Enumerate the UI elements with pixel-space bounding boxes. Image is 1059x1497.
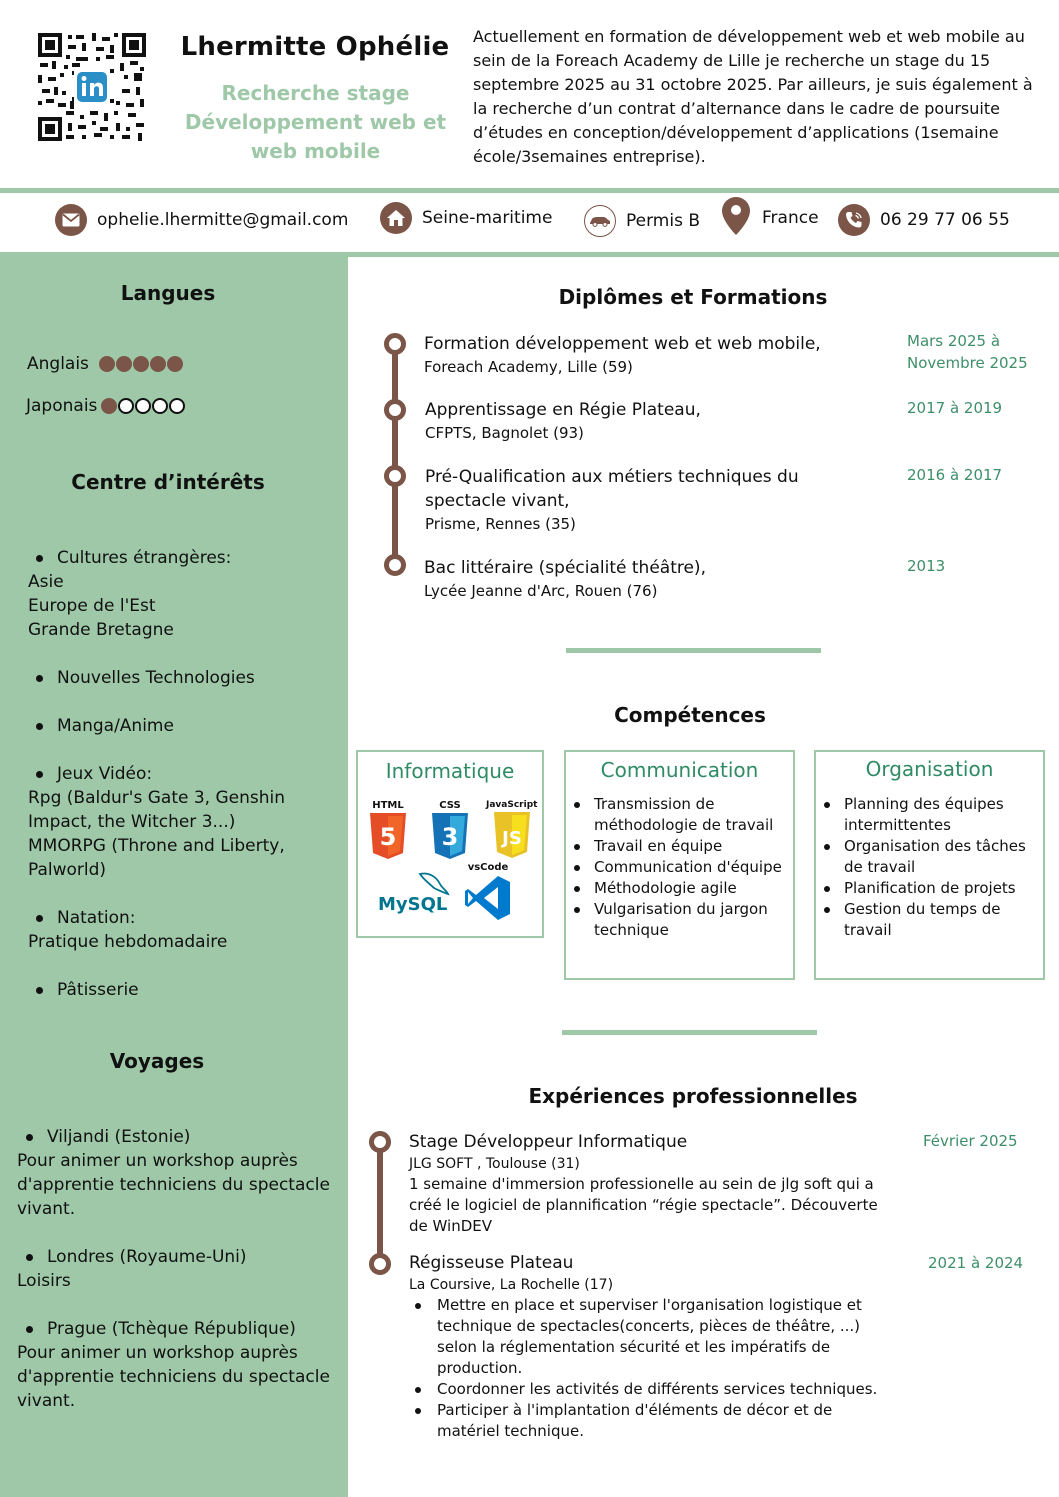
list-item: Gestion du temps de travail — [816, 899, 1043, 941]
list-item: Participer à l'implantation d'éléments de décor et de matériel technique. — [409, 1400, 899, 1442]
list-item: Organisation des tâches de travail — [816, 836, 1043, 878]
language-row — [27, 354, 184, 374]
javascript-icon: JavaScript JS — [486, 800, 537, 858]
card-title: Communication — [600, 758, 759, 782]
page-title: Lhermitte Ophélie — [180, 32, 450, 62]
list-item: Mettre en place et superviser l'organisation logistique et technique de spectacles(concerts, pièces de théâtre, ...) selon la réglementation sécurité et les impératifs de production. — [409, 1295, 899, 1379]
country-text: France — [762, 208, 819, 228]
language-row — [26, 396, 186, 416]
mail-icon — [55, 204, 87, 236]
list-item: Communication d'équipe — [566, 857, 793, 878]
level-dot — [99, 356, 115, 372]
level-dot — [101, 398, 117, 414]
timeline-line — [377, 1142, 383, 1264]
education-date: 2016 à 2017 — [907, 466, 1003, 484]
list-item: Méthodologie agile — [566, 878, 793, 899]
list-item: Travail en équipe — [566, 836, 793, 857]
experience-item: Stage Développeur Informatique JLG SOFT , Toulouse (31) 1 semaine d'immersion professionelle au sein de jlg soft qui a créé le logiciel de plannification “régie spectacle”. Découverte de WinDEV — [409, 1132, 878, 1235]
timeline-node — [369, 1253, 391, 1275]
languages-heading: Langues — [120, 281, 216, 305]
experience-item: Régisseuse Plateau La Coursive, La Rochelle (17) Mettre en place et superviser l'organisation logistique et technique de spectacles(concerts, pièces de théâtre, ...) selon la réglementation sécurité et les impératifs de production. Coordonner les activités de différents services techniques. Participer à l'implantation d'éléments de décor et de matériel technique. — [409, 1251, 899, 1442]
level-dot — [133, 356, 149, 372]
region-text: Seine-maritime — [422, 208, 553, 228]
interests-list: Cultures étrangères: Asie Europe de l'Est Grande Bretagne Nouvelles Technologies Manga/Anime Jeux Vidéo: Rpg (Baldur's Gate 3, Genshin Impact, the Witcher 3...) MMORPG (Throne and Liberty, Palworld) Natation: Pratique hebdomadaire Pâtisserie — [28, 546, 338, 1002]
level-dot — [167, 356, 183, 372]
list-item: Londres (Royaume-Uni) — [26, 1245, 342, 1269]
level-dot — [152, 398, 168, 414]
skills-card-informatique — [356, 750, 544, 938]
level-dot — [118, 398, 134, 414]
language-level — [99, 356, 184, 372]
home-icon — [380, 202, 412, 234]
intro-paragraph: Actuellement en formation de développement web et web mobile au sein de la Foreach Academy de Lille je recherche un stage du 15 septembre 2025 au 31 octobre 2025. Par ailleurs, je suis également à la recherche d’un contrat d’alternance dans le cadre de poursuite d’études en conception/développement d’applications (1semaine école/3semaines entreprise). — [473, 27, 1033, 166]
email-text[interactable]: ophelie.lhermitte@gmail.com — [97, 210, 349, 230]
phone-icon — [838, 204, 870, 236]
qr-code[interactable] — [36, 31, 148, 143]
list-item: Vulgarisation du jargon technique — [566, 899, 793, 941]
phone-text[interactable]: 06 29 77 06 55 — [880, 210, 1010, 230]
divider — [562, 1030, 817, 1035]
list-item: Prague (Tchèque République) — [26, 1317, 342, 1341]
vscode-icon: vsCode — [464, 862, 512, 921]
experience-heading: Expériences professionnelles — [528, 1084, 858, 1108]
contact-country — [722, 201, 819, 235]
education-date: Mars 2025 à Novembre 2025 — [907, 332, 1028, 372]
list-item: Cultures étrangères: — [36, 546, 338, 570]
travels-list: Viljandi (Estonie) Pour animer un workshop auprès d'apprentie techniciens du spectacle vivant. Londres (Royaume-Uni) Loisirs Prague (Tchèque République) Pour animer un workshop auprès d'apprentie techniciens du spectacle vivant. — [17, 1125, 342, 1413]
svg-text:JS: JS — [501, 828, 522, 849]
language-name: Japonais — [26, 396, 98, 416]
timeline-node — [384, 399, 406, 421]
divider — [566, 648, 821, 653]
timeline-line — [392, 344, 398, 565]
skills-card-organisation — [814, 750, 1045, 980]
level-dot — [150, 356, 166, 372]
education-item: Bac littéraire (spécialité théâtre), Lycée Jeanne d'Arc, Rouen (76) — [424, 558, 706, 600]
level-dot — [135, 398, 151, 414]
contact-email[interactable] — [55, 203, 348, 237]
level-dot — [116, 356, 132, 372]
car-icon — [584, 205, 616, 237]
svg-text:5: 5 — [379, 823, 397, 851]
list-item: Viljandi (Estonie) — [26, 1125, 342, 1149]
list-item: Coordonner les activités de différents services techniques. — [409, 1379, 899, 1400]
skills-heading: Compétences — [614, 703, 766, 727]
list-item: Planification de projets — [816, 878, 1043, 899]
svg-text:3: 3 — [441, 823, 459, 851]
education-heading: Diplômes et Formations — [558, 285, 828, 309]
language-level — [101, 398, 186, 414]
linkedin-icon — [77, 72, 107, 102]
timeline-node — [384, 465, 406, 487]
divider — [0, 188, 1059, 193]
css3-icon: CSS 3 — [430, 800, 470, 859]
list-item: Manga/Anime — [36, 714, 338, 738]
language-name: Anglais — [27, 354, 89, 374]
experience-date: Février 2025 — [923, 1132, 1018, 1150]
mysql-icon — [376, 870, 452, 918]
list-item: Transmission de méthodologie de travail — [566, 794, 793, 836]
list-item: Natation: — [36, 906, 338, 930]
timeline-node — [369, 1131, 391, 1153]
education-item: Formation développement web et web mobile, Foreach Academy, Lille (59) — [424, 334, 821, 376]
contact-region — [380, 201, 552, 235]
education-item: Pré-Qualification aux métiers techniques du spectacle vivant, Prisme, Rennes (35) — [425, 467, 799, 533]
interests-heading: Centre d’intérêts — [71, 470, 265, 494]
education-date: 2017 à 2019 — [907, 399, 1003, 417]
education-date: 2013 — [907, 557, 946, 575]
education-item: Apprentissage en Régie Plateau, CFPTS, Bagnolet (93) — [425, 400, 701, 442]
list-item: Nouvelles Technologies — [36, 666, 338, 690]
travels-heading: Voyages — [109, 1049, 205, 1073]
job-subtitle: Recherche stage Développement web et web mobile — [184, 81, 447, 163]
location-pin-icon — [722, 197, 750, 240]
svg-text:MySQL: MySQL — [378, 894, 448, 914]
license-text: Permis B — [626, 211, 701, 231]
timeline-node — [384, 333, 406, 355]
contact-phone[interactable] — [838, 203, 1010, 237]
contact-license — [584, 204, 700, 238]
card-title: Informatique — [385, 759, 515, 783]
list-item: Planning des équipes intermittentes — [816, 794, 1043, 836]
experience-date: 2021 à 2024 — [928, 1254, 1024, 1272]
list-item: Pâtisserie — [36, 978, 338, 1002]
html5-icon: HTML 5 — [368, 800, 408, 859]
skills-card-communication — [564, 750, 795, 980]
level-dot — [169, 398, 185, 414]
list-item: Jeux Vidéo: — [36, 762, 338, 786]
timeline-node — [384, 554, 406, 576]
card-title: Organisation — [865, 757, 994, 781]
